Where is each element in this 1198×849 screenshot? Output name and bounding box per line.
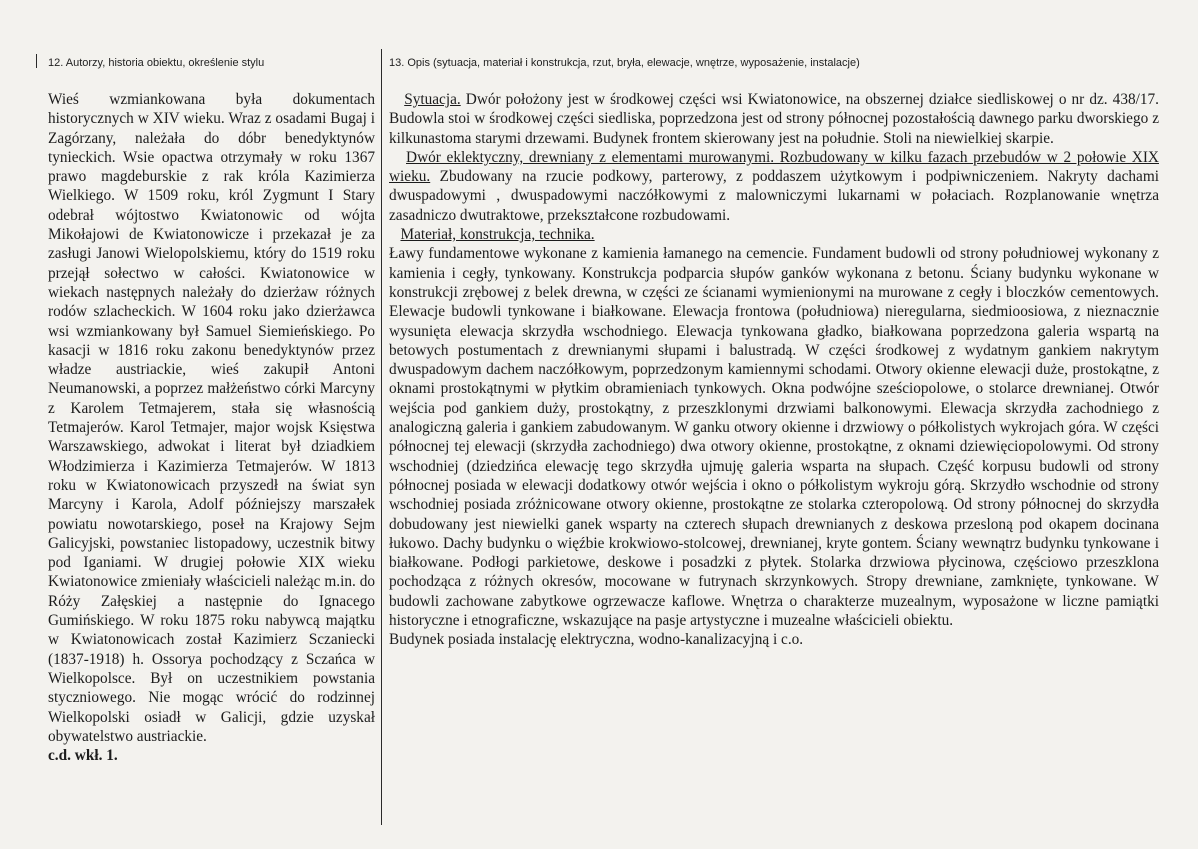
material-heading: Materiał, konstrukcja, technika.: [400, 226, 595, 244]
situation-paragraph: [389, 90, 1159, 148]
installations-paragraph: Budynek posiada instalację elektryczna, wodno-kanalizacyjną i c.o.: [389, 631, 804, 649]
style-paragraph: [389, 148, 1159, 225]
material-heading-line: [389, 225, 1159, 244]
section-12-header: 12. Autorzy, historia obiektu, określenie stylu: [48, 57, 265, 69]
history-column: [48, 90, 375, 765]
situation-text: Dwór położony jest w środkowej części wsi Kwiatonowice, na obszernej działce siedliskowej o nr dz. 438/17. Budowla stoi w środkowej części siedliska, poprzedzona jest od strony północnej pozostałością dawnego parku dworskiego z kilkunastoma starymi drzewami. Budynek frontem skierowany jest na południe. Stoli na niewielkiej skarpie.: [389, 91, 1159, 147]
style-heading: Dwór eklektyczny, drewniany z elementami murowanymi. Rozbudowany w kilku fazach przebudów w 2 połowie XIX wieku.: [389, 148, 1159, 186]
section-13-header: 13. Opis (sytuacja, materiał i konstrukcja, rzut, bryła, elewacje, wnętrze, wyposażenie, instalacje): [389, 57, 860, 69]
history-text: Wieś wzmiankowana była dokumentach historycznych w XIV wieku. Wraz z osadami Bugaj i Zagórzany, należała do dóbr benedyktynów tynieckich. Wsie opactwa otrzymały w roku 1367 prawo magdeburskie z rak króla Kazimierza Wielkiego. W 1509 roku, król Zygmunt I Stary odebrał wójtostwo Kwiatonowic od wójta Mikołajowi de Kwiatonowicze i przekazał je za zasługi Janowi Wielopolskiemu, który do 1519 roku przejął sołectwo w całości. Kwiatonowice w wiekach następnych należały do dzierżaw różnych rodów szlacheckich. W 1604 roku jako dzierżawca wsi wzmiankowany był Samuel Siemieńskiego. Po kasacji w 1816 roku zakonu benedyktynów przez władze austriackie, wieś zakupił Antoni Neumanowski, a poprzez małżeństwo córki Marcyny z Karolem Tetmajerem, stała się własnością Tetmajerów. Karol Tetmajer, major wojsk Księstwa Warszawskiego, adwokat i literat był dziadkiem Włodzimierza i Kazimierza Tetmajerów. W 1813 roku w Kwiatonowicach przyszedł na świat syn Marcyny i Karola, Adolf późniejszy marszałek powiatu nowotarskiego, poseł na Krajowy Sejm Galicyjski, powstaniec listopadowy, uczestnik bitwy pod Iganiami. W drugiej połowie XIX wieku Kwiatonowice zmieniały właścicieli należąc m.in. do Róży Załęskiej a następnie do Ignacego Gumińskiego. W roku 1875 roku nabywcą majątku w Kwiatonowicach został Kazimierz Sczaniecki (1837-1918) h. Ossorya pochodzący z Sczańca w Wielkopolsce. Był on uczestnikiem powstania styczniowego. Nie mogąc wrócić do rodzinnej Wielkopolski osiadł w Galicji, gdzie uzyskał obywatelstwo austriackie.: [48, 91, 375, 745]
style-text: Zbudowany na rzucie podkowy, parterowy, z poddaszem użytkowym i podpiwniczeniem. Nakryty dachami dwuspadowymi , dwuspadowymi naczółkowymi z malowniczymi lukarnami w połaciach. Rozplanowanie wnętrza zasadniczo dwutraktowe, przekształcone rozbudowami.: [389, 168, 1159, 224]
situation-heading: Sytuacja.: [404, 91, 461, 108]
left-margin-rule: [36, 54, 37, 68]
column-divider: [381, 49, 382, 825]
continued-note: c.d. wkł. 1.: [48, 747, 118, 765]
material-paragraph: Ławy fundamentowe wykonane z kamienia łamanego na cemencie. Fundament budowli od strony południowej wykonany z kamienia i cegły, tynkowany. Konstrukcja podparcia słupów ganków wykonana z betonu. Ściany budynku wykonane w konstrukcji zrębowej z belek drewna, w części ze ścianami wymienionymi na murowane z cegły i bloczków cementowych. Elewacje budowli tynkowane i białkowane. Elewacja frontowa (południowa) nieregularna, siedmioosiowa, z nieznacznie wysunięta elewacja skrzydła wschodniego. Elewacja tynkowana gładko, białkowana poprzedzona galeria wspartą na betowych postumentach z drewnianymi słupami i balustradą. W części środkowej z wydatnym gankiem nakrytym dwuspadowym dachem naczółkowym, poprzedzonym kamiennymi schodami. Otwory okienne elewacji duże, prostokątne, z oknami prostokątnymi w płytkim obramieniach tynkowych. Okna podwójne sześciopolowe, o stolarce drewnianej. Otwór wejścia pod gankiem duży, prostokątny, z przeszklonymi drzwiami balkonowymi. Elewacja skrzydła zachodniego z analogiczną galeria i gankiem zabudowanym. W ganku otwory okienne i drzwiowy o półkolistych wykrojach góra. W części północnej tej elewacji (skrzydła zachodniego) dwa otwory okienne, prostokątne, z oknami dziewięciopolowymi. Od strony wschodniej (dziedzińca elewację tego skrzydła ujmuję galeria wsparta na słupach. Część korpusu budowli od strony północnej posiada w elewacji dodatkowy otwór wejścia i okno o półkolistym wykroju górą. Skrzydło wschodnie od strony wschodniej posiada zróżnicowane otwory okienne, prostokątne ze stolarka czteropolową. Od strony północnej do skrzydła dobudowany jest niewielki ganek wsparty na czterech słupach drewnianych z deskowa przesloną pod okapem docinana łukowo. Dachy budynku o więźbie krokwiowo-stolcowej, drewnianej, kryte gontem. Ściany wewnątrz budynku tynkowane i białkowane. Podłogi parkietowe, deskowe i posadzki z płytek. Stolarka drzwiowa płycinowa, częściowo przeszklona pochodząca z różnych okresów, mocowane w futrynach skrzynkowych. Stropy drewniane, zamknięte, tynkowane. W budowli zachowane zabytkowe ogrzewacze kaflowe. Wnętrza o charakterze muzealnym, wyposażone w liczne pamiątki historyczne i etnograficzne, wskazujące na pasje artystyczne i muzealne właścicieli obiektu.: [389, 245, 1159, 630]
description-column: [389, 90, 1159, 650]
